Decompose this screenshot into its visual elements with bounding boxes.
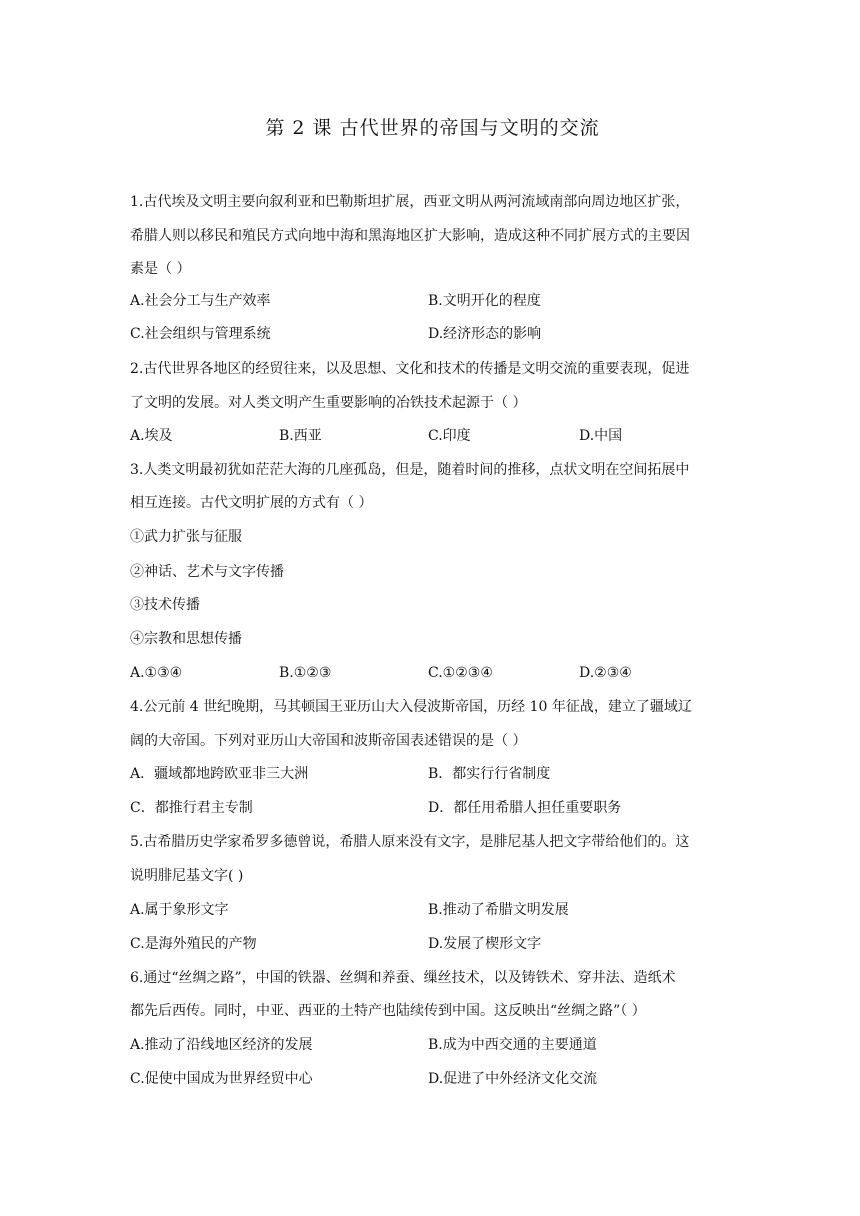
q1-option-a[interactable]: A.社会分工与生产效率: [130, 293, 271, 309]
q3-item-3: ③技术传播: [130, 597, 200, 613]
q6-option-d[interactable]: D.促进了中外经济文化交流: [428, 1071, 598, 1087]
q4-option-a[interactable]: A．疆域都地跨欧亚非三大洲: [130, 766, 309, 782]
q3-option-a[interactable]: A.①③④: [130, 665, 183, 681]
q1-option-d[interactable]: D.经济形态的影响: [428, 326, 542, 342]
q5-stem-line-2: 说明腓尼基文字( ): [130, 868, 244, 884]
q1-options-row-1: [130, 289, 735, 313]
q1-option-b[interactable]: B.文明开化的程度: [428, 293, 541, 309]
q5-options-row-1: [130, 898, 735, 922]
q5-option-d[interactable]: D.发展了楔形文字: [428, 936, 542, 952]
q1-option-c[interactable]: C.社会组织与管理系统: [130, 326, 271, 342]
q1-stem-line-3: 素是（ ）: [130, 261, 191, 277]
q4-stem-line-1: 4.公元前 4 世纪晚期，马其顿国王亚历山大入侵波斯帝国，历经 10 年征战，建立了疆域辽: [130, 699, 692, 715]
q3-option-c[interactable]: C.①②③④: [428, 665, 493, 681]
q2-option-a[interactable]: A.埃及: [130, 428, 173, 444]
q6-options-row-1: [130, 1033, 735, 1057]
q5-option-b[interactable]: B.推动了希腊文明发展: [428, 902, 569, 918]
q6-option-a[interactable]: A.推动了沿线地区经济的发展: [130, 1037, 313, 1053]
q3-options-row: [130, 661, 735, 685]
q5-options-row-2: [130, 932, 735, 956]
q4-stem-line-2: 阔的大帝国。下列对亚历山大帝国和波斯帝国表述错误的是（ ）: [130, 733, 527, 749]
q2-option-b[interactable]: B.西亚: [279, 428, 322, 444]
q6-option-c[interactable]: C.促使中国成为世界经贸中心: [130, 1071, 313, 1087]
q1-options-row-2: [130, 322, 735, 346]
q2-options-row: [130, 424, 735, 448]
q6-stem-line-1: 6.通过“丝绸之路”，中国的铁器、丝绸和养蚕、缫丝技术，以及铸铁术、穿井法、造纸术: [130, 970, 676, 986]
q6-options-row-2: [130, 1067, 735, 1091]
q6-stem-line-2: 都先后西传。同时，中亚、西亚的土特产也陆续传到中国。这反映出“丝绸之路”（ ）: [130, 1003, 646, 1019]
q3-item-1: ①武力扩张与征服: [130, 529, 242, 545]
q3-stem-line-1: 3.人类文明最初犹如茫茫大海的几座孤岛，但是，随着时间的推移，点状文明在空间拓展中: [130, 462, 690, 478]
q6-option-b[interactable]: B.成为中西交通的主要通道: [428, 1037, 597, 1053]
q4-options-row-1: [130, 762, 735, 786]
q5-option-c[interactable]: C.是海外殖民的产物: [130, 936, 257, 952]
q2-stem-line-2: 了文明的发展。对人类文明产生重要影响的冶铁技术起源于（ ）: [130, 395, 527, 411]
q4-option-b[interactable]: B．都实行行省制度: [428, 766, 551, 782]
q2-stem-line-1: 2.古代世界各地区的经贸往来，以及思想、文化和技术的传播是文明交流的重要表现，促进: [130, 361, 690, 377]
q1-stem-line-2: 希腊人则以移民和殖民方式向地中海和黑海地区扩大影响，造成这种不同扩展方式的主要因: [130, 228, 690, 244]
page-title: 第 2 课 古代世界的帝国与文明的交流: [265, 117, 600, 139]
q3-stem-line-2: 相互连接。古代文明扩展的方式有（ ）: [130, 495, 373, 511]
q1-stem-line-1: 1.古代埃及文明主要向叙利亚和巴勒斯坦扩展，西亚文明从两河流域南部向周边地区扩张，: [130, 194, 690, 210]
q4-option-d[interactable]: D．都任用希腊人担任重要职务: [428, 800, 622, 816]
q4-options-row-2: [130, 796, 735, 820]
q5-stem-line-1: 5.古希腊历史学家希罗多德曾说，希腊人原来没有文字，是腓尼基人把文字带给他们的。这: [130, 834, 690, 850]
q2-option-d[interactable]: D.中国: [579, 428, 623, 444]
q3-option-d[interactable]: D.②③④: [579, 665, 632, 681]
q3-item-2: ②神话、艺术与文字传播: [130, 564, 284, 580]
q3-option-b[interactable]: B.①②③: [279, 665, 332, 681]
q2-option-c[interactable]: C.印度: [428, 428, 471, 444]
q5-option-a[interactable]: A.属于象形文字: [130, 902, 229, 918]
q4-option-c[interactable]: C．都推行君主专制: [130, 800, 253, 816]
q3-item-4: ④宗教和思想传播: [130, 631, 242, 647]
